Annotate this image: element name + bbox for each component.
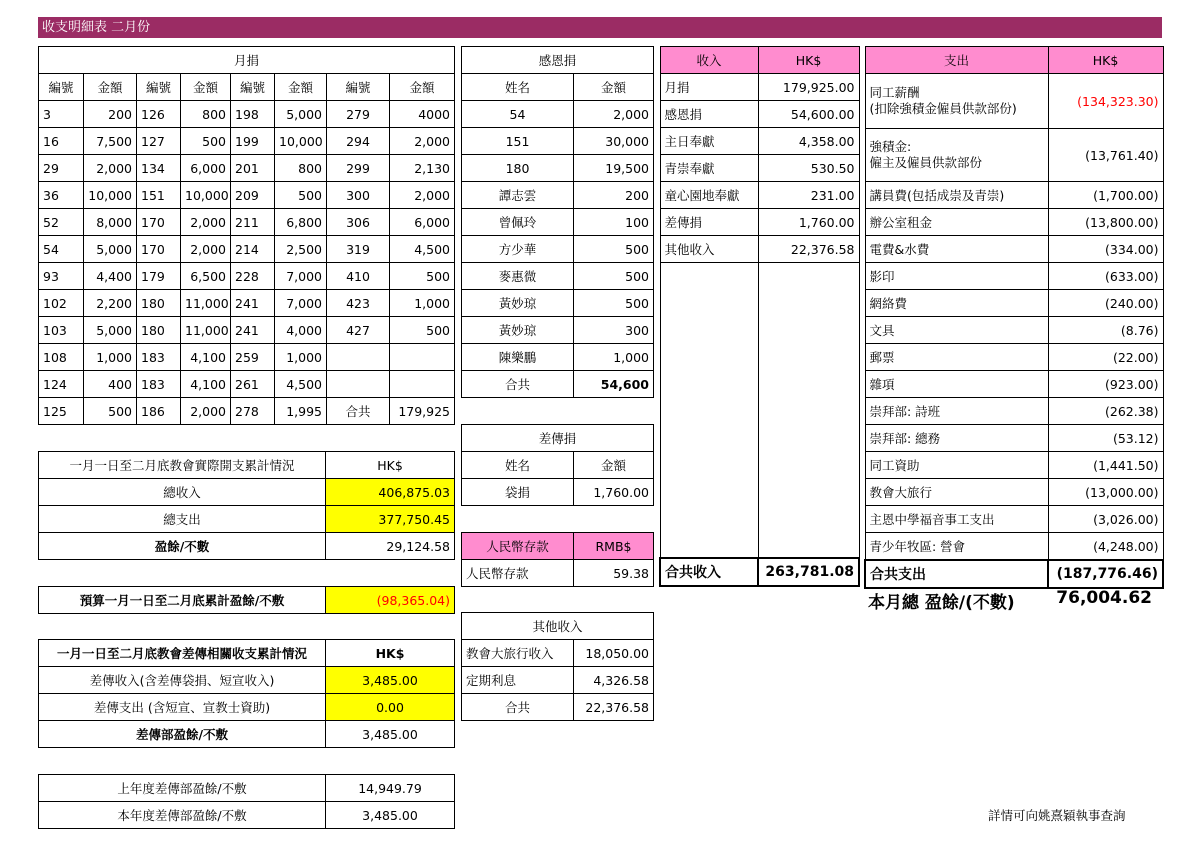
mission-cum-surplus-label: 差傳部盈餘/不敷 xyxy=(39,721,326,748)
rmb-label: 人民幣存款 xyxy=(462,560,574,587)
monthly-amount-cell: 500 xyxy=(390,263,455,290)
monthly-header: 月捐 xyxy=(39,47,455,74)
mission-cum-expense: 0.00 xyxy=(326,694,455,721)
monthly-amount-cell: 11,000 xyxy=(181,317,231,344)
expense-row xyxy=(865,425,1163,452)
monthly-number-cell xyxy=(327,344,390,371)
monthly-number-cell: 124 xyxy=(39,371,84,398)
mission-header: 差傳捐 xyxy=(462,425,654,452)
monthly-number-cell: 108 xyxy=(39,344,84,371)
thanks-amount-cell: 300 xyxy=(574,317,654,344)
monthly-col-amount: 金額 xyxy=(275,74,327,101)
expense-value-cell: (4,248.00) xyxy=(1048,533,1163,561)
thanks-name-cell: 黃妙琼 xyxy=(462,317,574,344)
monthly-number-cell: 199 xyxy=(231,128,275,155)
monthly-number-cell: 179 xyxy=(137,263,181,290)
monthly-amount-cell: 7,000 xyxy=(275,263,327,290)
monthly-amount-cell: 2,000 xyxy=(181,209,231,236)
expense-label-cell: 網絡費 xyxy=(865,290,1048,317)
monthly-row xyxy=(39,155,455,182)
monthly-number-cell xyxy=(327,371,390,398)
expense-row xyxy=(865,506,1163,533)
monthly-number-cell: 134 xyxy=(137,155,181,182)
monthly-number-cell: 36 xyxy=(39,182,84,209)
expense-label-cell: 同工資助 xyxy=(865,452,1048,479)
expense-value-cell: (633.00) xyxy=(1048,263,1163,290)
monthly-number-cell: 294 xyxy=(327,128,390,155)
other-income-total-label: 合共 xyxy=(462,694,574,721)
monthly-amount-cell: 5,000 xyxy=(84,317,137,344)
thanks-row xyxy=(462,128,654,155)
income-value-cell: 54,600.00 xyxy=(758,101,859,128)
income-value-cell: 22,376.58 xyxy=(758,236,859,263)
expense-value-cell: (53.12) xyxy=(1048,425,1163,452)
monthly-amount-cell: 8,000 xyxy=(84,209,137,236)
expense-salary-label xyxy=(865,74,1048,129)
monthly-row xyxy=(39,182,455,209)
this-year-label: 本年度差傳部盈餘/不敷 xyxy=(39,802,326,829)
monthly-amount-cell: 4,000 xyxy=(275,317,327,344)
thanks-name-cell: 譚志雲 xyxy=(462,182,574,209)
income-label-cell: 主日奉獻 xyxy=(660,128,758,155)
monthly-number-cell: 103 xyxy=(39,317,84,344)
monthly-amount-cell: 2,000 xyxy=(390,128,455,155)
mission-row-amount: 1,760.00 xyxy=(574,479,654,506)
monthly-number-cell: 201 xyxy=(231,155,275,182)
thanks-row xyxy=(462,344,654,371)
monthly-amount-cell: 7,500 xyxy=(84,128,137,155)
monthly-amount-cell: 2,000 xyxy=(181,398,231,425)
thanks-name-cell: 曾佩玲 xyxy=(462,209,574,236)
expense-mpf-label-a: 強積金: xyxy=(869,139,912,154)
income-value-cell: 1,760.00 xyxy=(758,209,859,236)
monthly-number-cell: 126 xyxy=(137,101,181,128)
expense-row xyxy=(865,371,1163,398)
monthly-amount-cell: 4,400 xyxy=(84,263,137,290)
expense-value-cell: (22.00) xyxy=(1048,344,1163,371)
page-title: 收支明細表 二月份 xyxy=(38,17,1162,38)
monthly-col-number: 編號 xyxy=(39,74,84,101)
other-income-total: 22,376.58 xyxy=(574,694,654,721)
expense-label-cell: 電費&水費 xyxy=(865,236,1048,263)
monthly-row xyxy=(39,101,455,128)
expense-value-cell: (13,800.00) xyxy=(1048,209,1163,236)
income-total-row xyxy=(660,558,859,586)
monthly-number-cell: 170 xyxy=(137,236,181,263)
income-total-label: 合共收入 xyxy=(660,558,758,586)
monthly-amount-cell: 5,000 xyxy=(84,236,137,263)
monthly-number-cell: 423 xyxy=(327,290,390,317)
monthly-row xyxy=(39,398,455,425)
monthly-amount-cell: 10,000 xyxy=(84,182,137,209)
monthly-number-cell: 183 xyxy=(137,344,181,371)
monthly-amount-cell: 2,500 xyxy=(275,236,327,263)
monthly-amount-cell: 5,000 xyxy=(275,101,327,128)
rmb-header-label: 人民幣存款 xyxy=(462,533,574,560)
cumulative-surplus-label: 盈餘/不數 xyxy=(39,533,326,560)
expense-mpf-label-b: 僱主及僱員供款部份 xyxy=(869,155,983,170)
monthly-number-cell: 183 xyxy=(137,371,181,398)
expense-value-cell: (13,000.00) xyxy=(1048,479,1163,506)
expense-label-cell: 崇拜部: 總務 xyxy=(865,425,1048,452)
monthly-number-cell: 16 xyxy=(39,128,84,155)
monthly-amount-cell: 11,000 xyxy=(181,290,231,317)
monthly-amount-cell: 6,800 xyxy=(275,209,327,236)
cumulative-income: 406,875.03 xyxy=(326,479,455,506)
expense-value-cell: (8.76) xyxy=(1048,317,1163,344)
thanks-amount-cell: 500 xyxy=(574,263,654,290)
income-row xyxy=(660,155,859,182)
monthly-row xyxy=(39,209,455,236)
income-label-cell: 月捐 xyxy=(660,74,758,101)
thanks-amount-cell: 100 xyxy=(574,209,654,236)
expense-mpf-label xyxy=(865,129,1048,182)
monthly-col-number: 編號 xyxy=(327,74,390,101)
other-income-row-label: 教會大旅行收入 xyxy=(462,640,574,667)
thanks-col-amount: 金額 xyxy=(574,74,654,101)
monthly-amount-cell xyxy=(390,344,455,371)
expense-row xyxy=(865,290,1163,317)
income-spacer-row xyxy=(660,263,859,559)
other-income-row-value: 4,326.58 xyxy=(574,667,654,694)
monthly-number-cell: 306 xyxy=(327,209,390,236)
income-row xyxy=(660,236,859,263)
expense-row xyxy=(865,317,1163,344)
expense-total-value: (187,776.46) xyxy=(1048,560,1163,588)
expense-value-cell: (923.00) xyxy=(1048,371,1163,398)
monthly-number-cell: 125 xyxy=(39,398,84,425)
income-total-value: 263,781.08 xyxy=(758,558,859,586)
monthly-amount-cell: 10,000 xyxy=(181,182,231,209)
income-table xyxy=(659,46,860,587)
last-year-value: 14,949.79 xyxy=(326,775,455,802)
thanks-amount-cell: 200 xyxy=(574,182,654,209)
income-value-cell: 4,358.00 xyxy=(758,128,859,155)
mission-cum-expense-label: 差傳支出 (含短宣、宣教士資助) xyxy=(39,694,326,721)
monthly-amount-cell: 179,925 xyxy=(390,398,455,425)
expense-row xyxy=(865,182,1163,209)
expense-salary-label-a: 同工薪酬 xyxy=(869,85,920,100)
expense-value-cell: (1,700.00) xyxy=(1048,182,1163,209)
expense-mpf-value: (13,761.40) xyxy=(1048,129,1163,182)
expense-row xyxy=(865,533,1163,561)
monthly-amount-cell: 200 xyxy=(84,101,137,128)
monthly-amount-cell: 500 xyxy=(84,398,137,425)
income-row xyxy=(660,74,859,101)
thanks-amount-cell: 500 xyxy=(574,236,654,263)
expense-row xyxy=(865,209,1163,236)
thanks-name-cell: 黃妙琼 xyxy=(462,290,574,317)
monthly-number-cell: 102 xyxy=(39,290,84,317)
mission-cum-income-label: 差傳收入(含差傳袋捐、短宣收入) xyxy=(39,667,326,694)
monthly-amount-cell: 2,200 xyxy=(84,290,137,317)
thanks-name-cell: 方少華 xyxy=(462,236,574,263)
monthly-number-cell: 186 xyxy=(137,398,181,425)
monthly-amount-cell: 2,000 xyxy=(390,182,455,209)
monthly-number-cell: 54 xyxy=(39,236,84,263)
income-header-label: 收入 xyxy=(660,47,758,74)
monthly-amount-cell: 2,000 xyxy=(181,236,231,263)
expense-row xyxy=(865,263,1163,290)
cumulative-expense-label: 總支出 xyxy=(39,506,326,533)
income-value-cell: 530.50 xyxy=(758,155,859,182)
expense-header-unit: HK$ xyxy=(1048,47,1163,74)
monthly-amount-cell: 800 xyxy=(181,101,231,128)
monthly-number-cell: 170 xyxy=(137,209,181,236)
monthly-amount-cell: 500 xyxy=(390,317,455,344)
monthly-amount-cell: 7,000 xyxy=(275,290,327,317)
monthly-number-cell: 209 xyxy=(231,182,275,209)
monthly-number-cell: 211 xyxy=(231,209,275,236)
expense-total-label: 合共支出 xyxy=(865,560,1048,588)
income-value-cell: 231.00 xyxy=(758,182,859,209)
monthly-number-cell: 261 xyxy=(231,371,275,398)
monthly-row xyxy=(39,128,455,155)
mission-cum-header: 一月一日至二月底教會差傳相關收支累計情況 xyxy=(39,640,326,667)
expense-salary-label-b: (扣除強積金僱員供款部份) xyxy=(869,101,1017,116)
expense-label-cell: 雜項 xyxy=(865,371,1048,398)
monthly-amount-cell: 6,000 xyxy=(390,209,455,236)
thanks-total-label: 合共 xyxy=(462,371,574,398)
mission-cum-unit: HK$ xyxy=(326,640,455,667)
monthly-amount-cell: 800 xyxy=(275,155,327,182)
income-row xyxy=(660,209,859,236)
monthly-number-cell: 214 xyxy=(231,236,275,263)
monthly-amount-cell: 6,500 xyxy=(181,263,231,290)
monthly-row xyxy=(39,317,455,344)
expense-row xyxy=(865,479,1163,506)
monthly-number-cell: 93 xyxy=(39,263,84,290)
thanks-amount-cell: 1,000 xyxy=(574,344,654,371)
income-label-cell: 感恩捐 xyxy=(660,101,758,128)
monthly-number-cell: 29 xyxy=(39,155,84,182)
thanks-name-cell: 陳樂鵬 xyxy=(462,344,574,371)
monthly-number-cell: 299 xyxy=(327,155,390,182)
last-year-label: 上年度差傳部盈餘/不敷 xyxy=(39,775,326,802)
cumulative-income-label: 總收入 xyxy=(39,479,326,506)
monthly-amount-cell: 4,500 xyxy=(275,371,327,398)
thanks-amount-cell: 500 xyxy=(574,290,654,317)
mission-col-name: 姓名 xyxy=(462,452,574,479)
rmb-header-unit: RMB$ xyxy=(574,533,654,560)
thanks-col-name: 姓名 xyxy=(462,74,574,101)
thanks-name-cell: 54 xyxy=(462,101,574,128)
monthly-number-cell: 180 xyxy=(137,317,181,344)
monthly-column-labels xyxy=(39,74,455,101)
mission-cum-surplus: 3,485.00 xyxy=(326,721,455,748)
monthly-number-cell: 合共 xyxy=(327,398,390,425)
thanks-amount-cell: 19,500 xyxy=(574,155,654,182)
other-income-header: 其他收入 xyxy=(462,613,654,640)
expense-label-cell: 崇拜部: 詩班 xyxy=(865,398,1048,425)
income-label-cell: 童心園地奉獻 xyxy=(660,182,758,209)
thanks-row xyxy=(462,101,654,128)
expense-value-cell: (334.00) xyxy=(1048,236,1163,263)
income-row xyxy=(660,128,859,155)
budget-value: (98,365.04) xyxy=(326,587,455,614)
this-year-value: 3,485.00 xyxy=(326,802,455,829)
year-mission-table xyxy=(38,774,455,829)
net-value: 76,004.62 xyxy=(1056,588,1152,608)
other-income-table xyxy=(461,612,654,721)
thanks-name-cell: 麥惠微 xyxy=(462,263,574,290)
thanks-row xyxy=(462,155,654,182)
cumulative-surplus: 29,124.58 xyxy=(326,533,455,560)
monthly-amount-cell: 2,130 xyxy=(390,155,455,182)
expense-label-cell: 郵票 xyxy=(865,344,1048,371)
income-header-unit: HK$ xyxy=(758,47,859,74)
expense-label-cell: 青少年牧區: 營會 xyxy=(865,533,1048,561)
thanks-header: 感恩捐 xyxy=(462,47,654,74)
monthly-amount-cell: 1,995 xyxy=(275,398,327,425)
expense-table xyxy=(864,46,1164,589)
thanks-total-value: 54,600 xyxy=(574,371,654,398)
monthly-number-cell: 427 xyxy=(327,317,390,344)
expense-value-cell: (240.00) xyxy=(1048,290,1163,317)
expense-value-cell: (1,441.50) xyxy=(1048,452,1163,479)
expense-label-cell: 文具 xyxy=(865,317,1048,344)
monthly-number-cell: 241 xyxy=(231,317,275,344)
budget-table xyxy=(38,586,455,614)
monthly-number-cell: 3 xyxy=(39,101,84,128)
expense-label-cell: 主恩中學福音事工支出 xyxy=(865,506,1048,533)
income-spacer-cell xyxy=(660,263,758,559)
income-value-cell: 179,925.00 xyxy=(758,74,859,101)
monthly-number-cell: 259 xyxy=(231,344,275,371)
thanks-amount-cell: 2,000 xyxy=(574,101,654,128)
income-row xyxy=(660,182,859,209)
mission-row-name: 袋捐 xyxy=(462,479,574,506)
cumulative-unit: HK$ xyxy=(326,452,455,479)
thanks-row xyxy=(462,209,654,236)
monthly-col-amount: 金額 xyxy=(181,74,231,101)
footer-note: 詳情可向姚熹穎執事查詢 xyxy=(988,808,1126,823)
income-label-cell: 青崇奉獻 xyxy=(660,155,758,182)
expense-label-cell: 教會大旅行 xyxy=(865,479,1048,506)
expense-label-cell: 講員費(包括成崇及青崇) xyxy=(865,182,1048,209)
thanks-donation-table xyxy=(461,46,654,398)
monthly-amount-cell: 500 xyxy=(275,182,327,209)
monthly-col-number: 編號 xyxy=(231,74,275,101)
monthly-row xyxy=(39,371,455,398)
mission-donation-table xyxy=(461,424,654,506)
cumulative-header: 一月一日至二月底教會實際開支累計情況 xyxy=(39,452,326,479)
monthly-amount-cell: 2,000 xyxy=(84,155,137,182)
expense-label-cell: 辦公室租金 xyxy=(865,209,1048,236)
income-label-cell: 其他收入 xyxy=(660,236,758,263)
thanks-amount-cell: 30,000 xyxy=(574,128,654,155)
monthly-amount-cell: 400 xyxy=(84,371,137,398)
monthly-number-cell: 127 xyxy=(137,128,181,155)
expense-header-label: 支出 xyxy=(865,47,1048,74)
cumulative-expense: 377,750.45 xyxy=(326,506,455,533)
thanks-name-cell: 151 xyxy=(462,128,574,155)
monthly-row xyxy=(39,344,455,371)
monthly-number-cell: 300 xyxy=(327,182,390,209)
thanks-row xyxy=(462,263,654,290)
income-spacer-cell xyxy=(758,263,859,559)
budget-label: 預算一月一日至二月底累計盈餘/不敷 xyxy=(39,587,326,614)
other-income-row-label: 定期利息 xyxy=(462,667,574,694)
monthly-amount-cell: 1,000 xyxy=(84,344,137,371)
monthly-amount-cell: 1,000 xyxy=(390,290,455,317)
monthly-number-cell: 52 xyxy=(39,209,84,236)
expense-total-row xyxy=(865,560,1163,588)
thanks-total-row xyxy=(462,371,654,398)
income-row xyxy=(660,101,859,128)
monthly-col-number: 編號 xyxy=(137,74,181,101)
monthly-row xyxy=(39,290,455,317)
thanks-row xyxy=(462,290,654,317)
monthly-amount-cell: 6,000 xyxy=(181,155,231,182)
expense-row xyxy=(865,398,1163,425)
expense-salary-value: (134,323.30) xyxy=(1048,74,1163,129)
monthly-col-amount: 金額 xyxy=(84,74,137,101)
monthly-amount-cell: 500 xyxy=(181,128,231,155)
monthly-number-cell: 180 xyxy=(137,290,181,317)
expense-row xyxy=(865,452,1163,479)
monthly-donation-table xyxy=(38,46,455,425)
monthly-amount-cell: 4,100 xyxy=(181,344,231,371)
monthly-amount-cell: 1,000 xyxy=(275,344,327,371)
mission-cum-income: 3,485.00 xyxy=(326,667,455,694)
rmb-value: 59.38 xyxy=(574,560,654,587)
income-label-cell: 差傳捐 xyxy=(660,209,758,236)
expense-value-cell: (3,026.00) xyxy=(1048,506,1163,533)
thanks-row xyxy=(462,182,654,209)
expense-value-cell: (262.38) xyxy=(1048,398,1163,425)
monthly-row xyxy=(39,236,455,263)
other-income-row-value: 18,050.00 xyxy=(574,640,654,667)
monthly-amount-cell xyxy=(390,371,455,398)
thanks-row xyxy=(462,236,654,263)
monthly-number-cell: 410 xyxy=(327,263,390,290)
expense-row xyxy=(865,236,1163,263)
mission-col-amount: 金額 xyxy=(574,452,654,479)
monthly-amount-cell: 4000 xyxy=(390,101,455,128)
rmb-deposit-table xyxy=(461,532,654,587)
monthly-number-cell: 151 xyxy=(137,182,181,209)
mission-cumulative-table xyxy=(38,639,455,748)
thanks-row xyxy=(462,317,654,344)
monthly-number-cell: 228 xyxy=(231,263,275,290)
expense-label-cell: 影印 xyxy=(865,263,1048,290)
monthly-col-amount: 金額 xyxy=(390,74,455,101)
cumulative-table xyxy=(38,451,455,560)
monthly-amount-cell: 10,000 xyxy=(275,128,327,155)
monthly-amount-cell: 4,100 xyxy=(181,371,231,398)
monthly-number-cell: 278 xyxy=(231,398,275,425)
monthly-row xyxy=(39,263,455,290)
monthly-number-cell: 279 xyxy=(327,101,390,128)
monthly-number-cell: 319 xyxy=(327,236,390,263)
monthly-number-cell: 198 xyxy=(231,101,275,128)
thanks-name-cell: 180 xyxy=(462,155,574,182)
net-label: 本月總 盈餘/(不數) xyxy=(868,593,1015,613)
expense-row xyxy=(865,344,1163,371)
monthly-number-cell: 241 xyxy=(231,290,275,317)
monthly-amount-cell: 4,500 xyxy=(390,236,455,263)
